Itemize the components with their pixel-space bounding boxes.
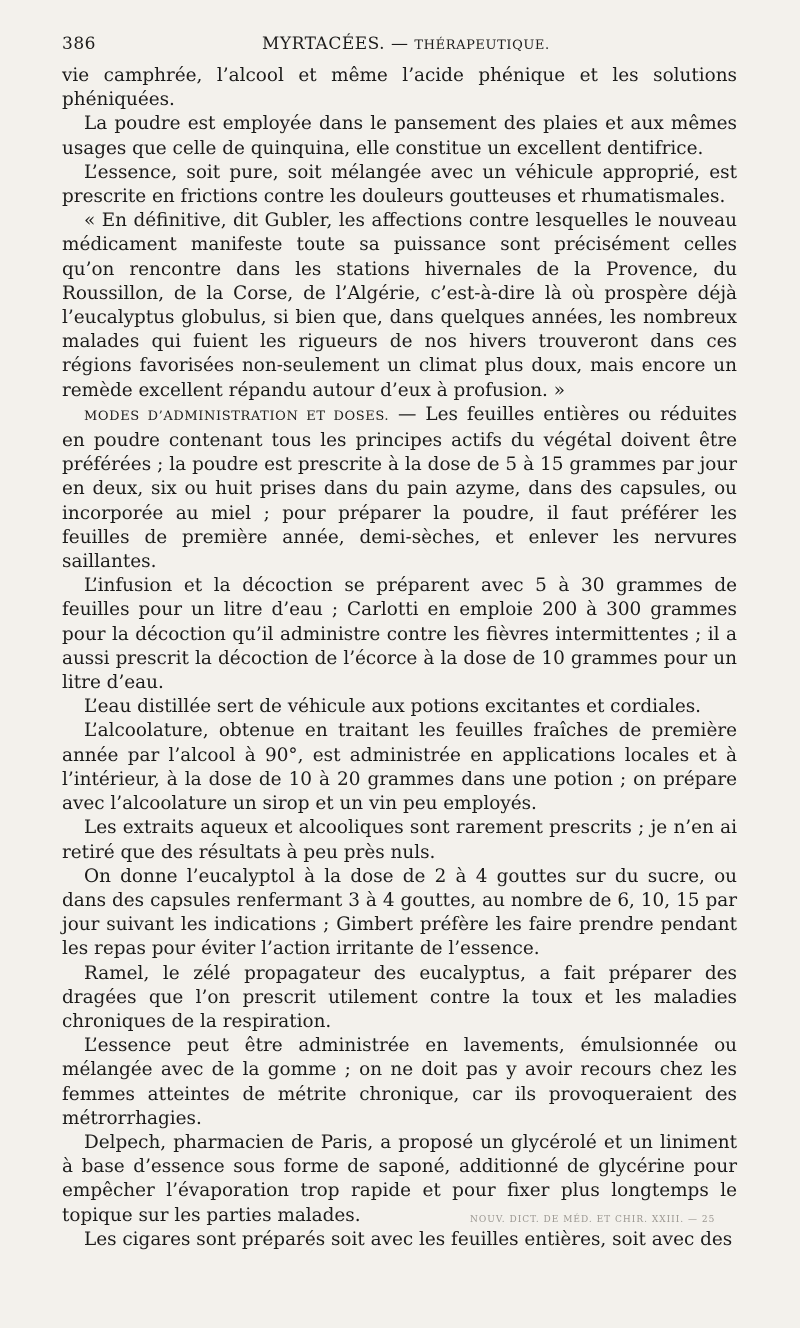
- document-page: [62, 30, 737, 1252]
- page-number: 386: [62, 34, 96, 54]
- paragraph: La poudre est employée dans le pansement des plaies et aux mêmes usages que celle de quinquina, elle constitue un excellent dentifrice.: [62, 113, 737, 159]
- running-title-separator: —: [385, 34, 415, 54]
- section-heading: MODES D’ADMINISTRATION ET DOSES.: [84, 408, 390, 424]
- section-dash: —: [389, 403, 426, 425]
- paragraph-last: Les cigares sont préparés soit avec les feuilles entières, soit avec des: [84, 1228, 733, 1250]
- paragraph: On donne l’eucalyptol à la dose de 2 à 4 gouttes sur du sucre, ou dans des capsules renfermant 3 à 4 gouttes, au nombre de 6, 10, 15 par jour suivant les indications ; Gimbert préfère les faire prendre pendant les repas pour éviter l’action irritante de l’essence.: [62, 865, 737, 960]
- running-title-main: MYRTACÉES.: [262, 34, 386, 54]
- paragraph: Delpech, pharmacien de Paris, a proposé un glycérolé et un liniment à base d’essence sous forme de saponé, additionné de glycérine pour empêcher l’évaporation trop rapide et pour fixer plus longtemps le topique sur les parties malades.: [62, 1131, 737, 1226]
- signature-line: NOUV. DICT. DE MÉD. ET CHIR. XXIII. — 25: [470, 1215, 716, 1225]
- section-paragraph: [62, 403, 737, 574]
- paragraph: L’essence, soit pure, soit mélangée avec un véhicule approprié, est prescrite en frictions contre les douleurs goutteuses et rhumatismales.: [62, 161, 737, 208]
- paragraph: L’alcoolature, obtenue en traitant les feuilles fraîches de première année par l’alcool à 90°, est administrée en applications locales et à l’intérieur, à la dose de 10 à 20 grammes dans une potion ; on prépare avec l’alcoolature un sirop et un vin peu employés.: [62, 720, 737, 815]
- paragraph: Les extraits aqueux et alcooliques sont rarement prescrits ; je n’en ai retiré que des résultats à peu près nuls.: [62, 817, 737, 863]
- paragraph: Ramel, le zélé propagateur des eucalyptus, a fait préparer des dragées que l’on prescrit utilement contre la toux et les maladies chroniques de la respiration.: [62, 962, 737, 1032]
- paragraph: L’eau distillée sert de véhicule aux potions excitantes et cordiales.: [84, 696, 702, 718]
- body-text: [62, 64, 737, 1252]
- running-title-sub: THÉRAPEUTIQUE.: [414, 38, 550, 53]
- running-head: [62, 30, 737, 58]
- section-text: Les feuilles entières ou réduites en poudre contenant tous les principes actifs du végétal doivent être préférées ; la poudre est prescrite à la dose de 5 à 15 grammes par jour en deux, six ou huit prises dans du pain azyme, dans des capsules, ou incorporée au miel ; pour préparer la poudre, il faut préférer les feuilles de première année, demi-sèches, et enlever les nervures saillantes.: [62, 403, 737, 573]
- paragraph: L’infusion et la décoction se préparent avec 5 à 30 grammes de feuilles pour un litre d’eau ; Carlotti en emploie 200 à 300 grammes pour la décoction qu’il administre contre les fièvres intermittentes ; il a aussi prescrit la décoction de l’écorce à la dose de 10 grammes pour un litre d’eau.: [62, 575, 737, 694]
- paragraph: L’essence peut être administrée en lavements, émulsionnée ou mélangée avec de la gomme ; on ne doit pas y avoir recours chez les femmes atteintes de métrite chronique, car ils provoqueraient des métrorrhagies.: [62, 1035, 737, 1129]
- quotation-paragraph: « En définitive, dit Gubler, les affections contre lesquelles le nouveau médicament manifeste toute sa puissance sont précisément celles qu’on rencontre dans les stations hivernales de la Provence, du Roussillon, de la Corse, de l’Algérie, c’est-à-dire là où prospère déjà l’eucalyptus globulus, si bien que, dans quelques années, les nombreux malades qui fuient les rigueurs de nos hivers trouveront dans ces régions favorisées non-seulement un climat plus doux, mais encore un remède excellent répandu autour d’eux à profusion. »: [62, 210, 737, 401]
- paragraph-continuation: vie camphrée, l’alcool et même l’acide phénique et les solutions phéniquées.: [62, 65, 737, 111]
- running-title: [262, 34, 550, 54]
